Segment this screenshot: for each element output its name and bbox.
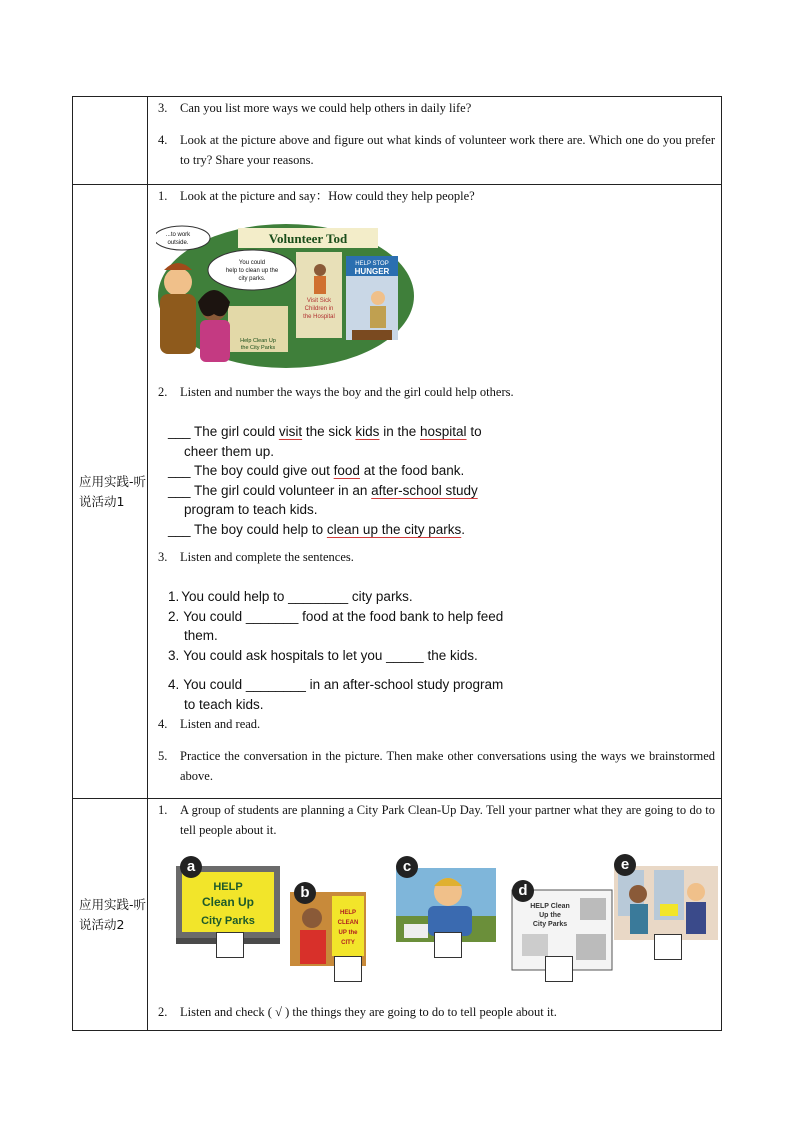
svg-text:CITY: CITY [341,940,355,946]
svg-text:HELP: HELP [339,910,357,916]
row-continued-questions [73,97,722,185]
sentence-4: 4. You could ________ in an after-school study program [168,677,504,692]
svg-text:HELP Clean: HELP Clean [530,903,570,910]
picture-label-d: d [512,880,534,902]
checkbox-a[interactable] [216,932,244,958]
picture-label-a: a [180,856,202,878]
number-ways-list: ___ The girl could visit the sick kids in the hospital to cheer them up. ___ The boy could give out food at the food bank. ___ The girl could volunteer in an after-school study program to teach kids. ___ The boy could help to clean up the city parks. [168,422,715,539]
boy-head [164,268,192,296]
svg-text:CLEAN: CLEAN [337,920,359,926]
way-item-4: ___ The boy could help to clean up the city parks. [168,521,465,537]
question-3b: 3. Listen and complete the sentences. [158,550,354,564]
question-3: 3. Can you list more ways we could help others in daily life? [158,101,472,115]
poster-visit-sick: Visit Sick [306,298,332,304]
checkbox-c[interactable] [434,932,462,958]
sentence-2: 2. You could _______ food at the food bank to help feed [168,608,504,624]
row1-label [73,97,148,185]
way-item-2: ___ The boy could give out food at the food bank. [168,463,465,478]
svg-text:Children in: Children in [304,306,334,312]
svg-text:City Parks: City Parks [201,915,255,927]
checkbox-d[interactable] [545,956,573,982]
question-5: 5. Practice the conversation in the picture. Then make other conversations using the ways we brainstormed above. [158,749,715,783]
row-activity-2 [73,799,722,1031]
picture-label-c: c [396,856,418,878]
question-4: 4. Look at the picture above and figure out what kinds of volunteer work there are. Which one do you prefer to try? Share your reasons. [158,133,715,167]
complete-sentences-list: 1. You could help to ________ city parks. 2. You could _______ food at the food bank to help feed them. 3. You could ask hospitals to let you _____ the kids. 4. You could ________ in an after-school study program to teach kids. [168,587,715,714]
question-4b: 4. Listen and read. [158,717,261,731]
svg-text:You could: You could [238,260,266,266]
checkbox-e[interactable] [654,934,682,960]
way-item-1: ___ The girl could visit the sick kids in the hospital to [168,424,482,439]
svg-text:HUNGER: HUNGER [354,267,390,276]
svg-text:HELP STOP: HELP STOP [355,261,389,267]
sentence-3: 3. You could ask hospitals to let you _____ the kids. [168,647,478,663]
volunteer-picture [156,222,416,370]
volunteer-illustration [156,222,416,370]
svg-text:help to clean up the: help to clean up the [225,268,279,274]
svg-text:City Parks: City Parks [532,921,568,928]
picture-label-e: e [614,854,636,876]
svg-text:Up the: Up the [539,912,561,919]
question-2: 2. Listen and number the ways the boy and the girl could help others. [158,385,514,399]
svg-text:the City Parks: the City Parks [240,345,276,351]
question-2c: 2. Listen and check ( √ ) the things they are going to do to tell people about it. [158,1005,557,1019]
svg-text:outside.: outside. [167,240,189,246]
row2-label: 应用实践-听说活动1 [73,185,148,799]
picture-label-b: b [294,882,316,904]
question-1: 1. Look at the picture and say：How could they help people? [158,189,475,203]
checkbox-b[interactable] [334,956,362,982]
activity-picture-strip [156,854,715,994]
svg-text:UP the: UP the [338,930,358,936]
strip-illustration [156,854,718,994]
svg-text:the Hospital: the Hospital [303,314,335,320]
sentence-1: 1. You could help to ________ city parks. [168,589,413,604]
svg-text:city parks.: city parks. [238,276,266,282]
banner-text: Volunteer Tod [268,231,348,246]
row3-label: 应用实践-听说活动2 [73,799,148,1031]
lesson-table [72,96,722,1031]
sign-a-text: HELP [213,881,243,893]
svg-text:...to work: ...to work [165,232,191,238]
question-1c: 1. A group of students are planning a City Park Clean-Up Day. Tell your partner what they are going to do to tell people about it. [158,803,715,837]
svg-text:Clean Up: Clean Up [201,895,255,909]
way-item-3: ___ The girl could volunteer in an after-school study [168,482,478,498]
poster-clean-parks: Help Clean Up [240,338,276,344]
row-activity-1 [73,185,722,799]
